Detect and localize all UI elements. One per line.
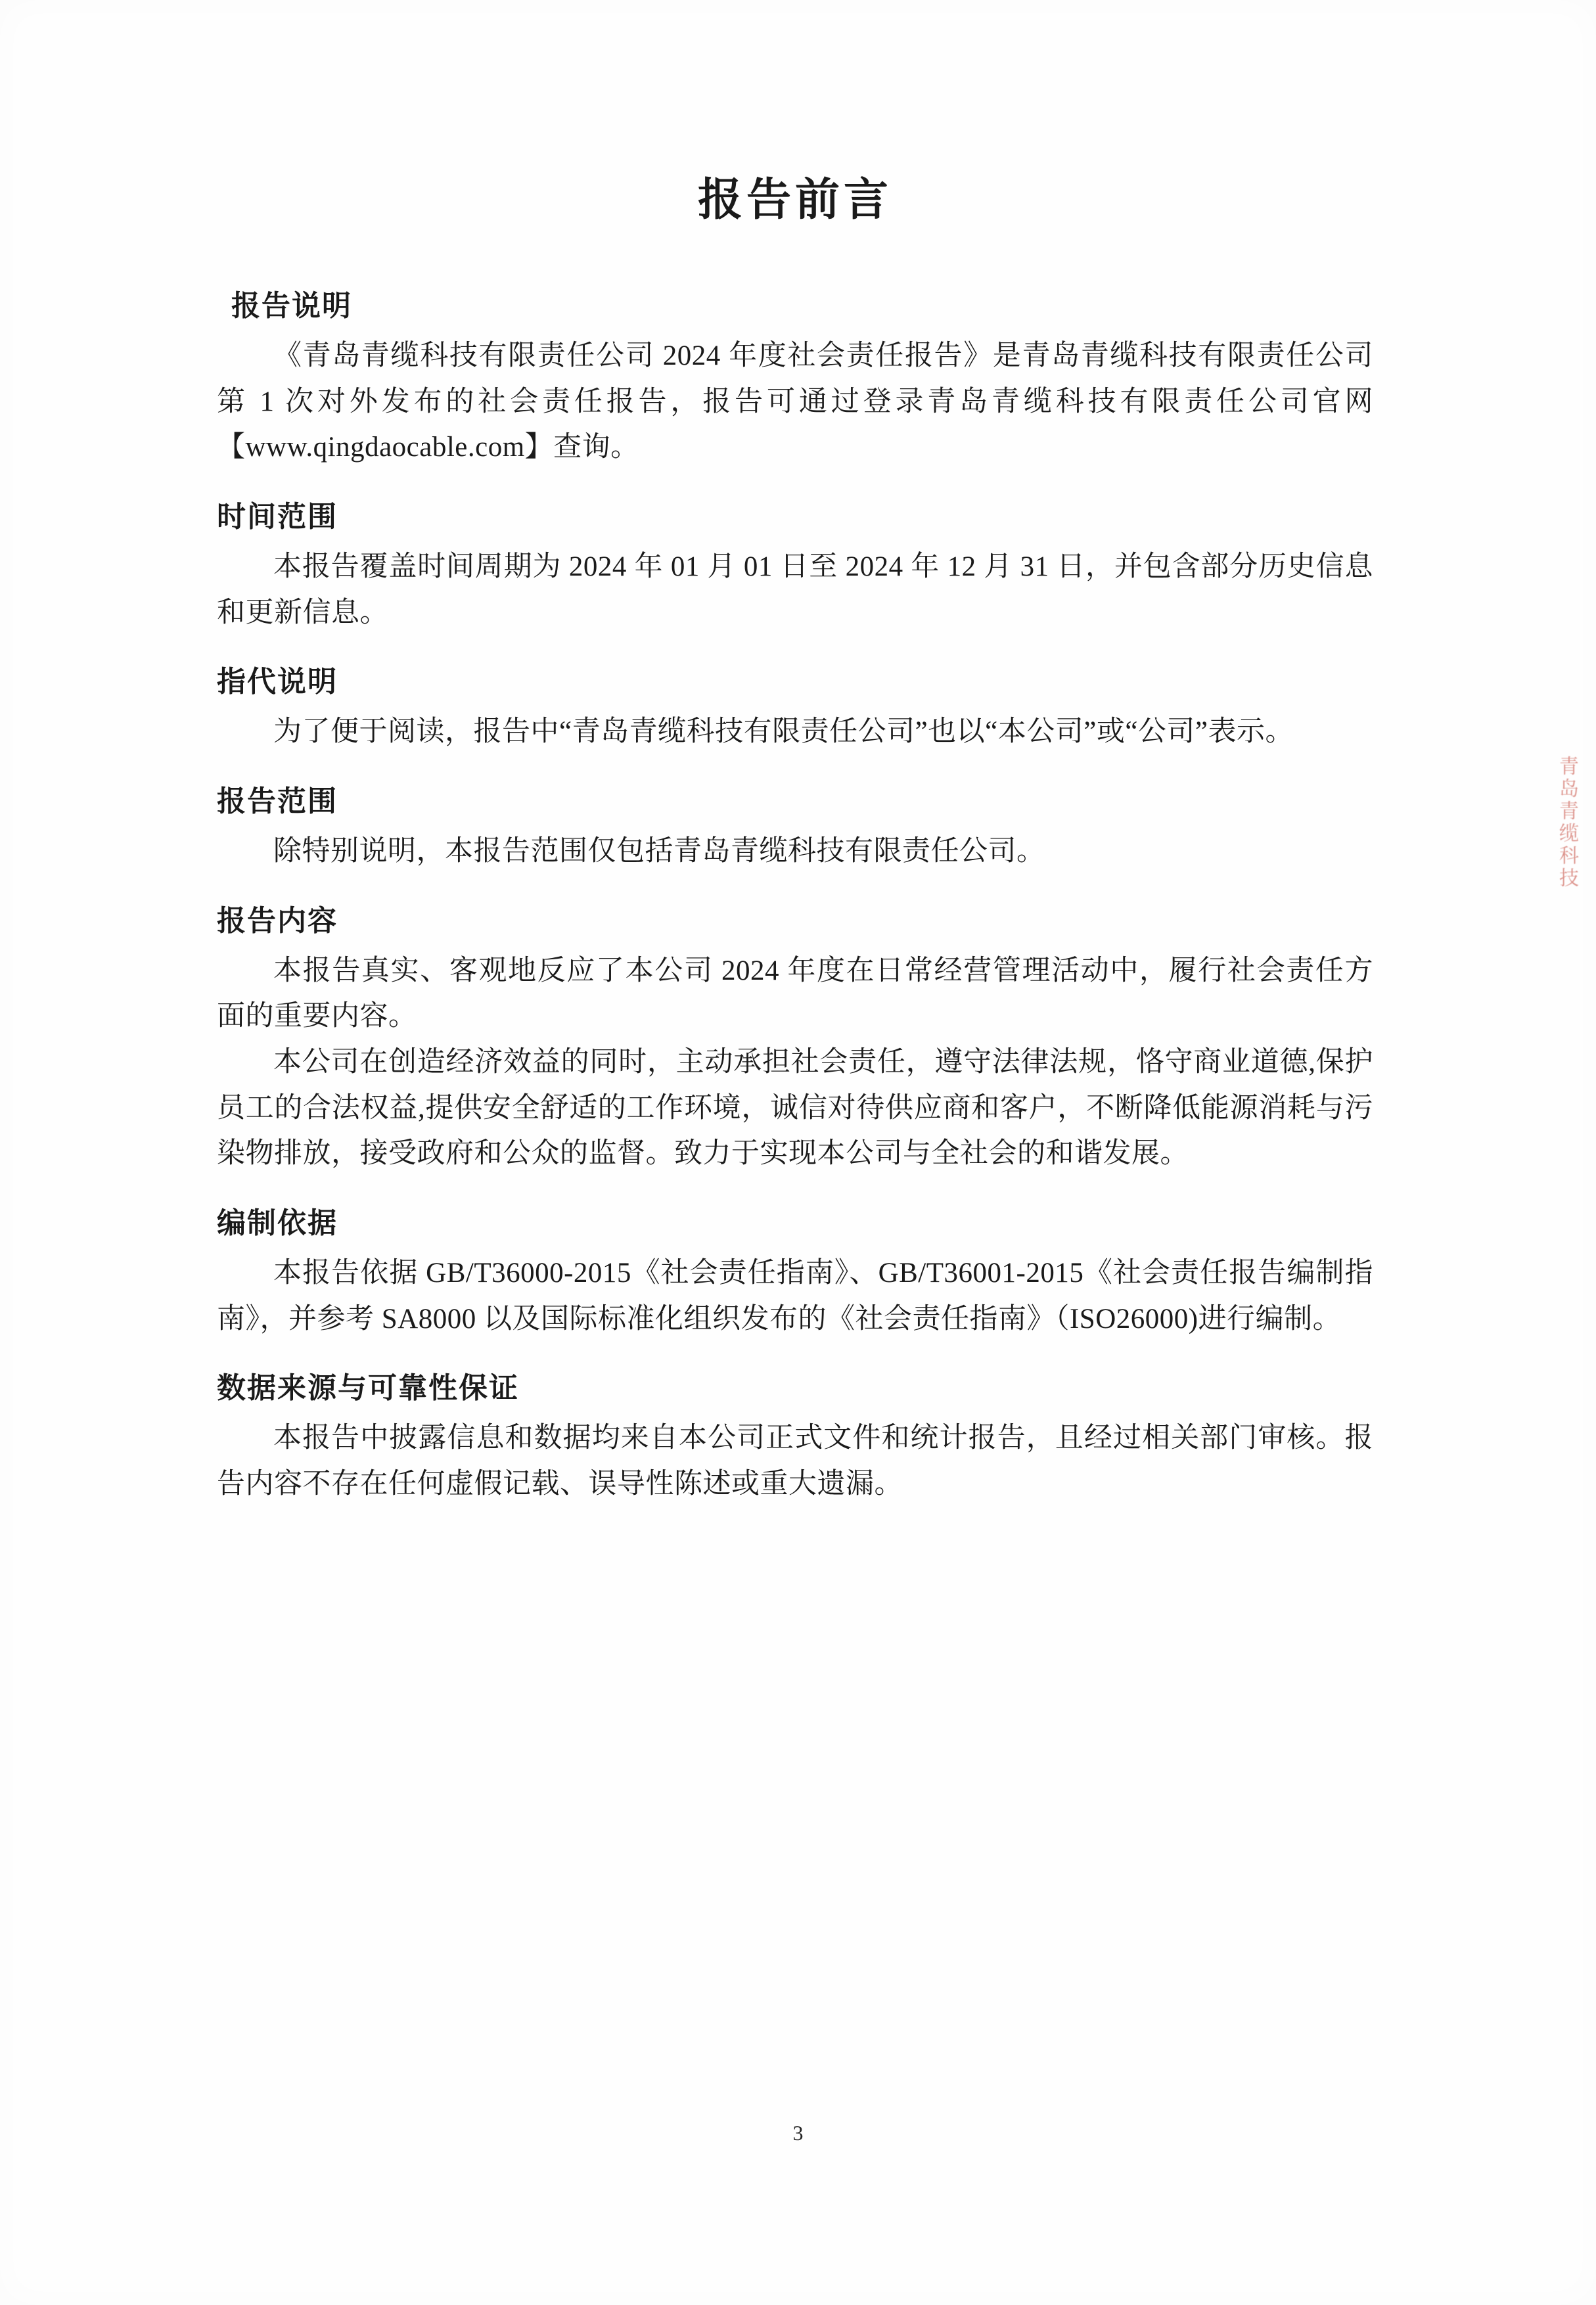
section-heading-report-content: 报告内容 xyxy=(217,903,338,938)
paragraph-report-scope: 除特别说明，本报告范围仅包括青岛青缆科技有限责任公司。 xyxy=(273,835,1045,867)
section-heading-reference-description: 指代说明 xyxy=(217,665,338,699)
page-title: 报告前言 xyxy=(697,173,892,226)
edge-seal-mark: 青岛青缆科技 xyxy=(1556,756,1578,890)
section-heading-time-range: 时间范围 xyxy=(217,499,338,534)
document-body xyxy=(217,164,1373,1511)
section-heading-report-scope: 报告范围 xyxy=(217,784,338,818)
section-heading-compilation-basis: 编制依据 xyxy=(217,1206,338,1240)
paragraph-report-description: 《青岛青缆科技有限责任公司 2024 年度社会责任报告》是青岛青缆科技有限责任公司第 1 次对外发布的社会责任报告，报告可通过登录青岛青缆科技有限责任公司官网【www.qingdaocable.com】查询。 xyxy=(217,340,1373,463)
section-heading-data-source: 数据来源与可靠性保证 xyxy=(217,1371,519,1405)
paragraph-reference-description: 为了便于阅读，报告中“青岛青缆科技有限责任公司”也以“本公司”或“公司”表示。 xyxy=(273,716,1294,748)
paragraph-report-content-1: 本报告真实、客观地反应了本公司 2024 年度在日常经营管理活动中，履行社会责任方面的重要内容。 xyxy=(217,955,1373,1032)
paragraph-time-range: 本报告覆盖时间周期为 2024 年 01 月 01 日至 2024 年 12 月 31 日，并包含部分历史信息和更新信息。 xyxy=(217,551,1373,628)
paragraph-report-content-2: 本公司在创造经济效益的同时，主动承担社会责任，遵守法律法规，恪守商业道德,保护员工的合法权益,提供安全舒适的工作环境，诚信对待供应商和客户，不断降低能源消耗与污染物排放，接受政府和公众的监督。致力于实现本公司与全社会的和谐发展。 xyxy=(217,1046,1373,1170)
page-number: 3 xyxy=(792,2121,804,2145)
paragraph-compilation-basis: 本报告依据 GB/T36000-2015《社会责任指南》、GB/T36001-2015《社会责任报告编制指南》，并参考 SA8000 以及国际标准化组织发布的《社会责任指南》（ISO26000)进行编制。 xyxy=(217,1257,1373,1335)
section-heading-report-description: 报告说明 xyxy=(231,289,352,323)
paragraph-data-source: 本报告中披露信息和数据均来自本公司正式文件和统计报告，且经过相关部门审核。报告内容不存在任何虚假记载、误导性陈述或重大遗漏。 xyxy=(217,1423,1373,1499)
